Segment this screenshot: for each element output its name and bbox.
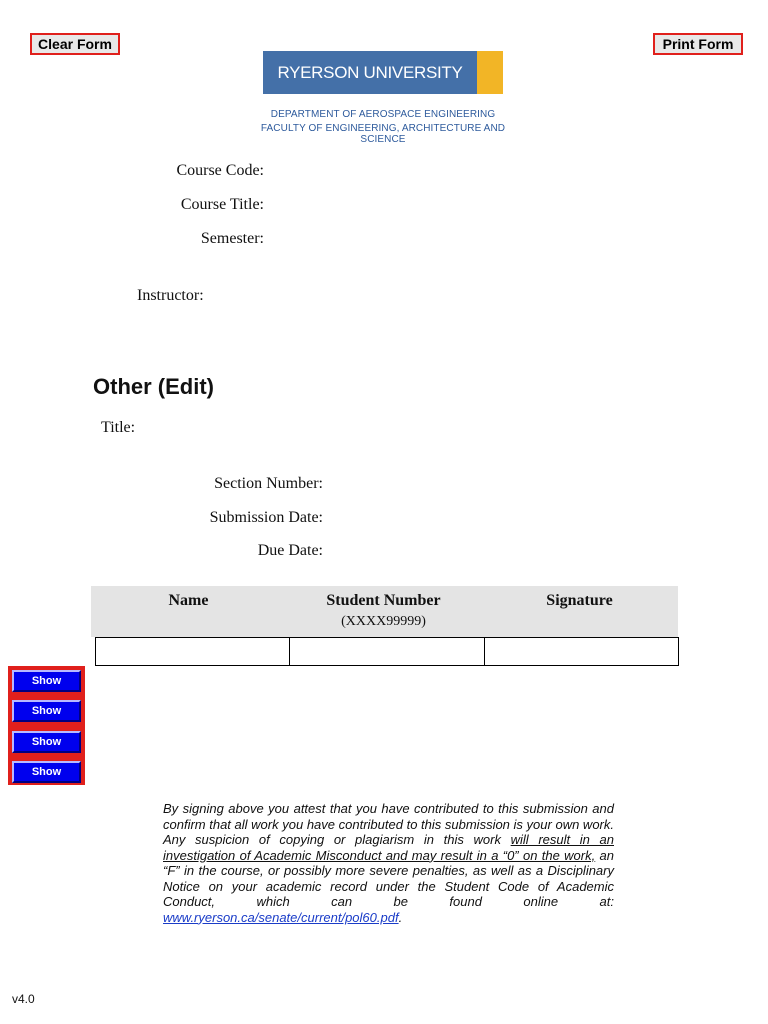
university-logo — [263, 51, 503, 94]
show-buttons-group — [8, 666, 85, 785]
name-input[interactable] — [96, 638, 290, 665]
show-button-4[interactable]: Show — [12, 761, 81, 783]
attestation-warning: will result in an investigation of Academic Misconduct and may result in a “0” on the work, — [163, 832, 614, 863]
show-button-3[interactable]: Show — [12, 731, 81, 753]
print-form-button[interactable]: Print Form — [653, 33, 743, 55]
student-number-input[interactable] — [290, 638, 484, 665]
instructor-label: Instructor: — [137, 287, 204, 304]
course-code-label: Course Code: — [176, 162, 264, 179]
signature-input[interactable] — [485, 638, 678, 665]
faculty-name: FACULTY OF ENGINEERING, ARCHITECTURE AND SCIENCE — [260, 123, 506, 145]
course-title-label: Course Title: — [180, 196, 264, 213]
attestation-part-2: an “F” in the course, or possibly more severe penalties, as well as a Disciplinary Notice on your academic record under the Student Code of Academic Conduct, which can be found online at: — [163, 847, 614, 909]
logo-gold-bar — [477, 51, 503, 94]
submission-date-label: Submission Date: — [209, 509, 323, 526]
section-number-label: Section Number: — [214, 475, 323, 492]
show-button-2[interactable]: Show — [12, 700, 81, 722]
table-row — [95, 637, 679, 666]
student-number-format: (XXXX99999) — [341, 614, 426, 629]
due-date-label: Due Date: — [257, 542, 323, 559]
logo-text: RYERSON UNIVERSITY — [277, 62, 463, 82]
assignment-heading[interactable]: Other (Edit) — [93, 374, 214, 399]
header-signature: Signature — [546, 592, 613, 609]
attestation-text — [163, 801, 614, 925]
header-student-number: Student Number — [326, 592, 441, 609]
header-name: Name — [168, 592, 209, 609]
semester-label: Semester: — [200, 230, 264, 247]
clear-form-button[interactable]: Clear Form — [30, 33, 120, 55]
version-label: v4.0 — [12, 992, 35, 1006]
department-name: DEPARTMENT OF AEROSPACE ENGINEERING — [270, 109, 496, 120]
title-label: Title: — [101, 419, 136, 436]
show-button-1[interactable]: Show — [12, 670, 81, 692]
attestation-end: . — [398, 909, 403, 925]
policy-link[interactable]: www.ryerson.ca/senate/current/pol60.pdf — [163, 909, 399, 925]
table-header — [91, 586, 678, 637]
attestation-part-1: By signing above you attest that you have contributed to this submission and confirm that all work you have contributed to this submission is your own work. Any suspicion of copying or plagiarism in this work — [163, 801, 614, 847]
